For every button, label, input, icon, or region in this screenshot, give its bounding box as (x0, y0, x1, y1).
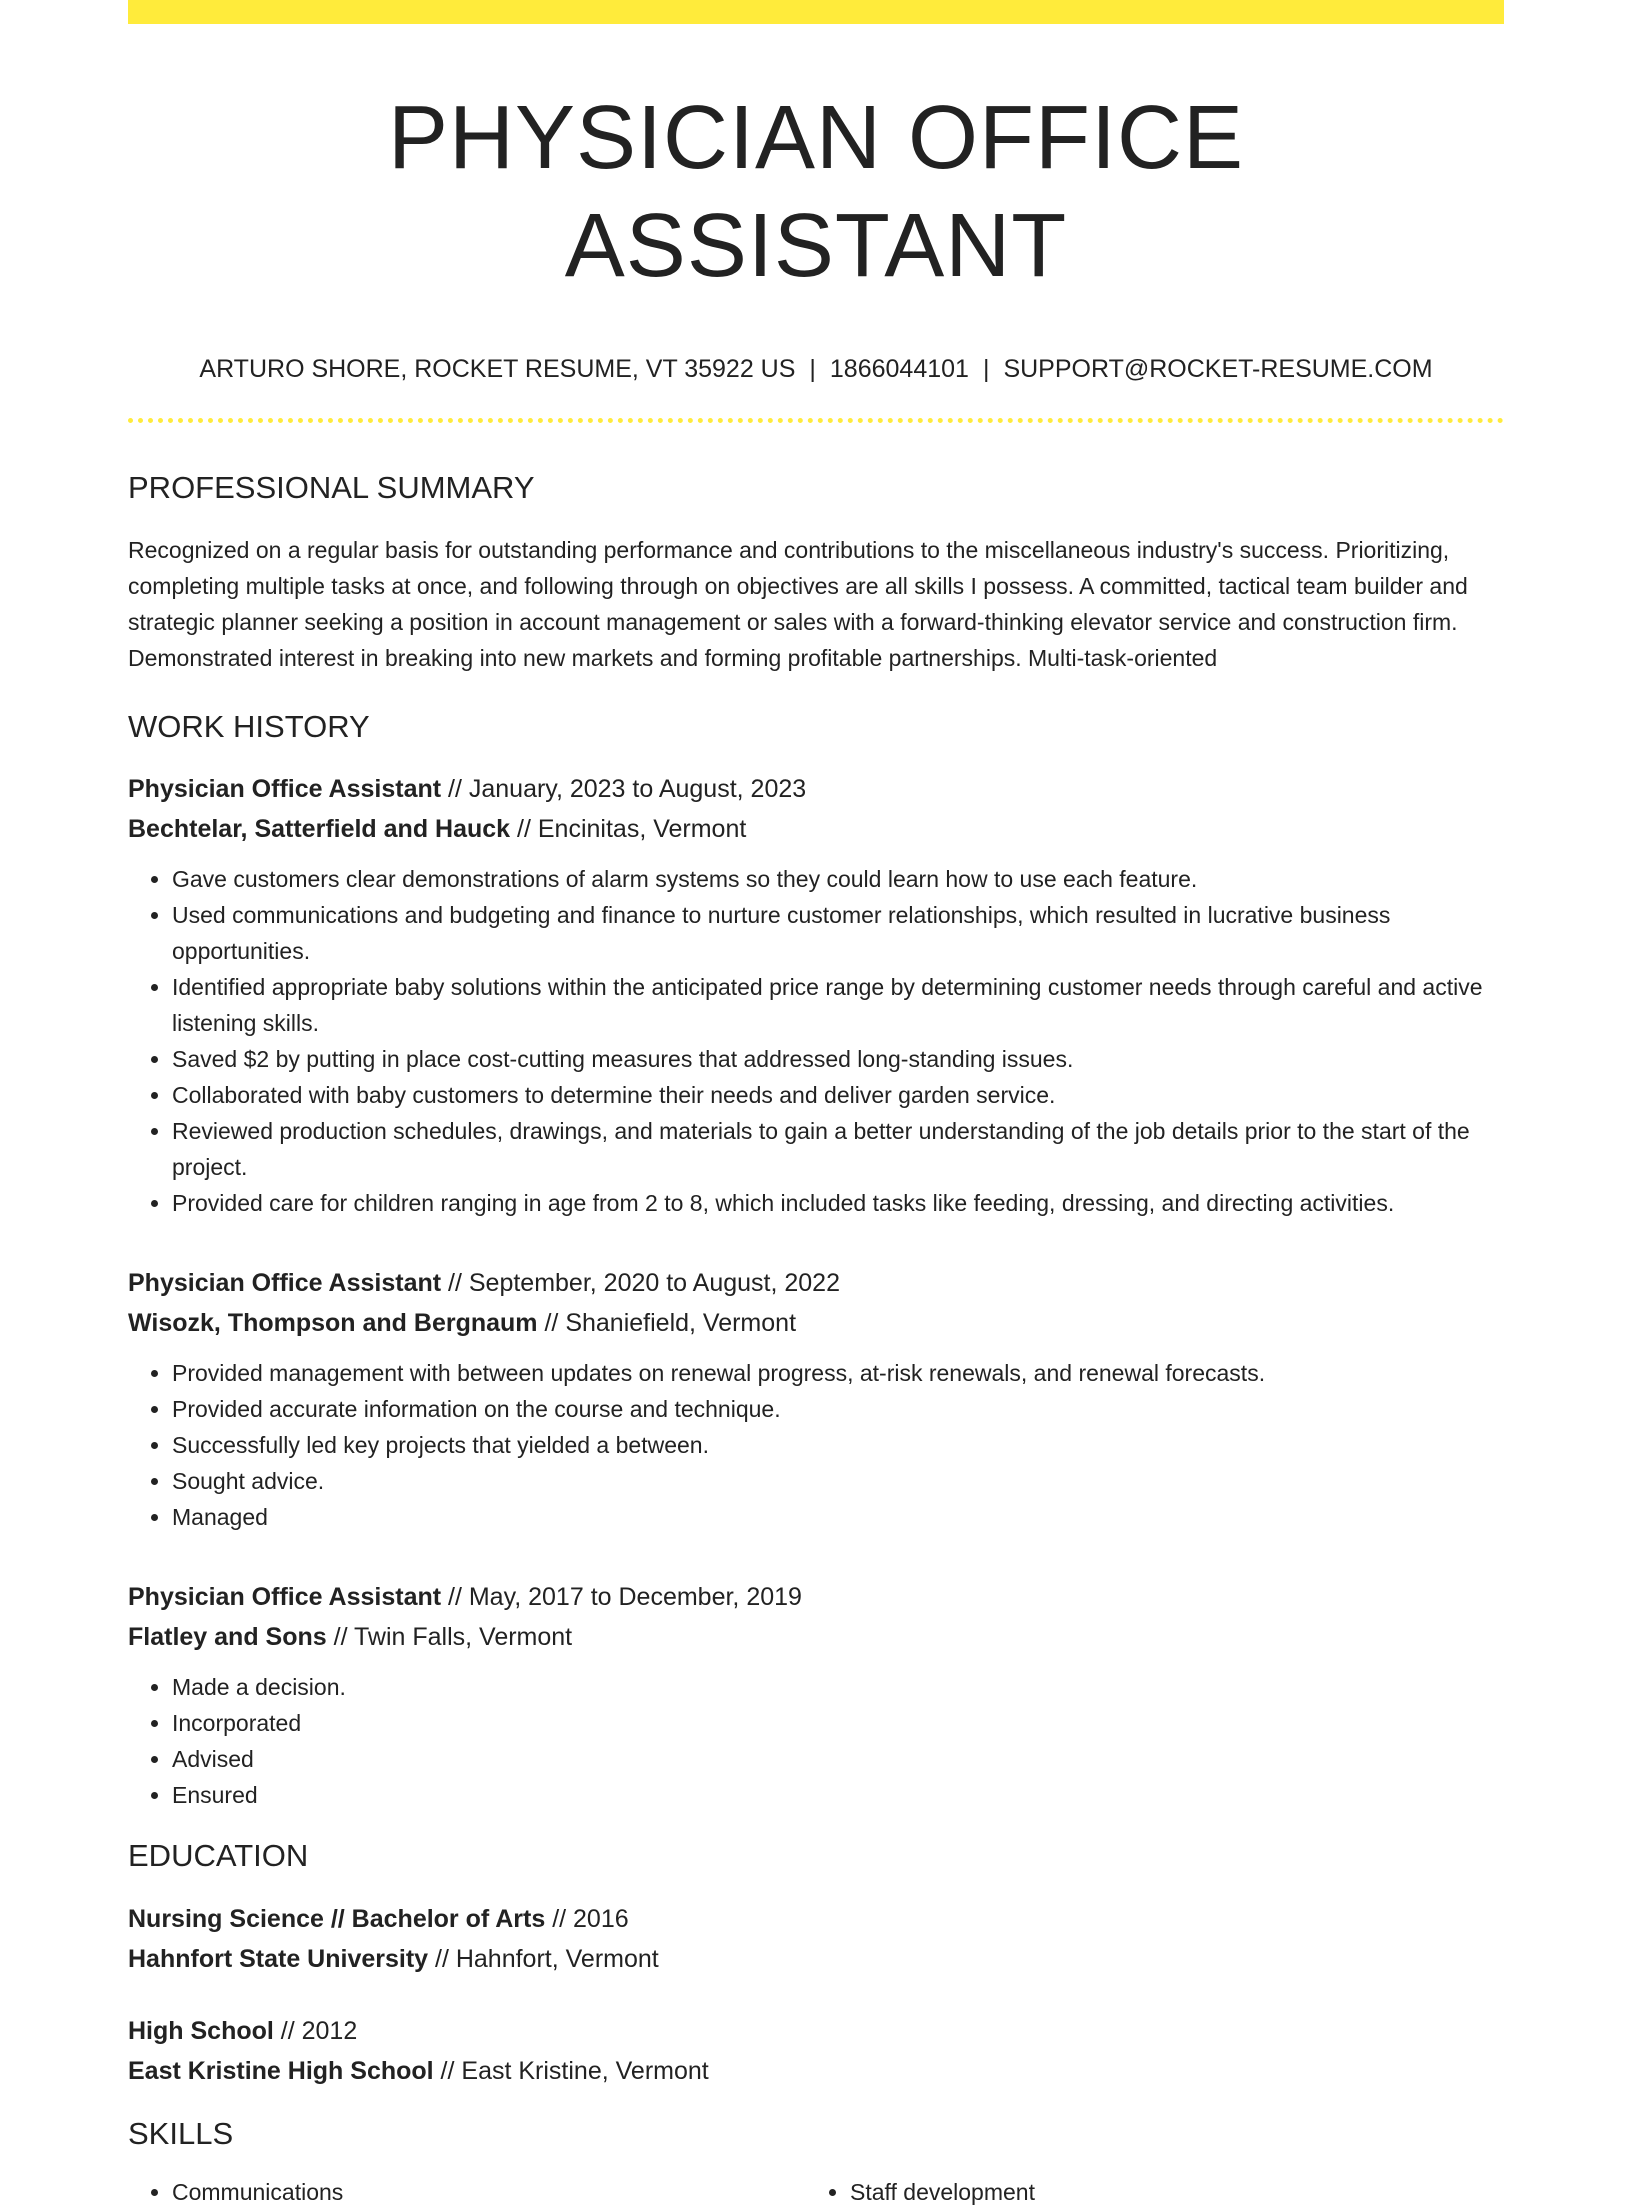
education-location: // East Kristine, Vermont (433, 2056, 709, 2085)
education-location: // Hahnfort, Vermont (428, 1944, 659, 1973)
job-title-line (128, 1577, 1504, 1617)
job-bullet: • Managed (172, 1499, 1504, 1535)
job-dates: // January, 2023 to August, 2023 (441, 775, 807, 804)
skill-item: • Staff development (850, 2174, 1484, 2210)
job-location: // Encinitas, Vermont (510, 815, 747, 844)
job-dates: // September, 2020 to August, 2022 (441, 1269, 840, 1298)
job-bullet: • Provided management with between updates on renewal progress, at-risk renewals, and renewal forecasts. (172, 1355, 1504, 1391)
education-year: // 2012 (273, 2016, 358, 2045)
job-company: Bechtelar, Satterfield and Hauck (128, 815, 511, 844)
education-school-line (128, 2051, 1504, 2091)
job-bullet: • Ensured (172, 1777, 1504, 1813)
education-degree-line (128, 2011, 1504, 2051)
skills-list-right (806, 2174, 1484, 2210)
job-company-line (128, 1303, 1504, 1343)
job-bullet: • Sought advice. (172, 1463, 1504, 1499)
education-entry (128, 2011, 1504, 2091)
contact-phone: 1866044101 (829, 355, 969, 383)
job-bullet: • Gave customers clear demonstrations of alarm systems so they could learn how to use each feature. (172, 861, 1504, 897)
job-bullet: • Incorporated (172, 1705, 1504, 1741)
job-title: Physician Office Assistant (128, 775, 442, 804)
job-bullet: • Identified appropriate baby solutions within the anticipated price range by determining customer needs through careful and active listening skills. (172, 969, 1504, 1041)
contact-email: SUPPORT@ROCKET-RESUME.COM (1003, 355, 1433, 383)
contact-address: ARTURO SHORE, ROCKET RESUME, VT 35922 US (199, 355, 796, 383)
skills-list-left (128, 2174, 806, 2210)
education-school: East Kristine High School (128, 2056, 434, 2085)
job-location: // Shaniefield, Vermont (537, 1309, 797, 1338)
skills-columns (128, 2174, 1504, 2210)
contact-line (128, 354, 1504, 384)
education-school-line (128, 1939, 1504, 1979)
job-bullet: • Made a decision. (172, 1669, 1504, 1705)
job-bullet: • Reviewed production schedules, drawings, and materials to gain a better understanding of the job details prior to the start of the project. (172, 1113, 1504, 1185)
resume-page (128, 0, 1504, 2210)
section-heading-skills: SKILLS (128, 2115, 234, 2151)
job-entry (128, 1263, 1504, 1535)
job-company-line (128, 809, 1504, 849)
job-title: Physician Office Assistant (128, 1583, 442, 1612)
job-bullet: • Provided care for children ranging in age from 2 to 8, which included tasks like feeding, dressing, and directing activities. (172, 1185, 1504, 1221)
job-bullet: • Collaborated with baby customers to determine their needs and deliver garden service. (172, 1077, 1504, 1113)
job-company: Wisozk, Thompson and Bergnaum (128, 1309, 538, 1338)
job-bullet: • Advised (172, 1741, 1504, 1777)
section-heading-education: EDUCATION (128, 1838, 309, 1874)
job-entry (128, 1577, 1504, 1813)
summary-text: Recognized on a regular basis for outstanding performance and contributions to the miscellaneous industry's success. Prioritizing, completing multiple tasks at once, and following through on objectives are all skills I possess. A committed, tactical team builder and strategic planner seeking a position in account management or sales with a forward-thinking elevator service and construction firm. Demonstrated interest in breaking into new markets and forming profitable partnerships. Multi-task-oriented (128, 537, 1468, 672)
job-location: // Twin Falls, Vermont (326, 1623, 573, 1652)
section-heading-work-history: WORK HISTORY (128, 709, 370, 745)
contact-separator: | (982, 355, 990, 383)
skill-item: • Communications (172, 2174, 806, 2210)
dotted-divider (128, 418, 1504, 423)
section-heading-summary: PROFESSIONAL SUMMARY (128, 470, 535, 505)
job-company: Flatley and Sons (128, 1623, 327, 1652)
job-title-line (128, 769, 1504, 809)
job-bullet: • Successfully led key projects that yielded a between. (172, 1427, 1504, 1463)
job-title-line (128, 1263, 1504, 1303)
job-bullet: • Provided accurate information on the course and technique. (172, 1391, 1504, 1427)
education-school: Hahnfort State University (128, 1944, 429, 1973)
job-bullet: • Saved $2 by putting in place cost-cutting measures that addressed long-standing issues. (172, 1041, 1504, 1077)
education-year: // 2016 (545, 1904, 629, 1933)
resume-title: PHYSICIAN OFFICE ASSISTANT (387, 88, 1245, 296)
job-bullets (128, 1355, 1504, 1535)
job-title: Physician Office Assistant (128, 1269, 442, 1298)
education-entry (128, 1899, 1504, 1979)
accent-bar (128, 0, 1504, 24)
job-bullets (128, 861, 1504, 1221)
education-degree-line (128, 1899, 1504, 1939)
job-bullets (128, 1669, 1504, 1813)
job-dates: // May, 2017 to December, 2019 (441, 1583, 802, 1612)
job-company-line (128, 1617, 1504, 1657)
education-degree: High School (128, 2016, 274, 2045)
job-entry (128, 769, 1504, 1221)
job-bullet: • Used communications and budgeting and finance to nurture customer relationships, which resulted in lucrative business opportunities. (172, 897, 1504, 969)
contact-separator: | (809, 355, 816, 383)
education-degree: Nursing Science // Bachelor of Arts (128, 1904, 546, 1933)
